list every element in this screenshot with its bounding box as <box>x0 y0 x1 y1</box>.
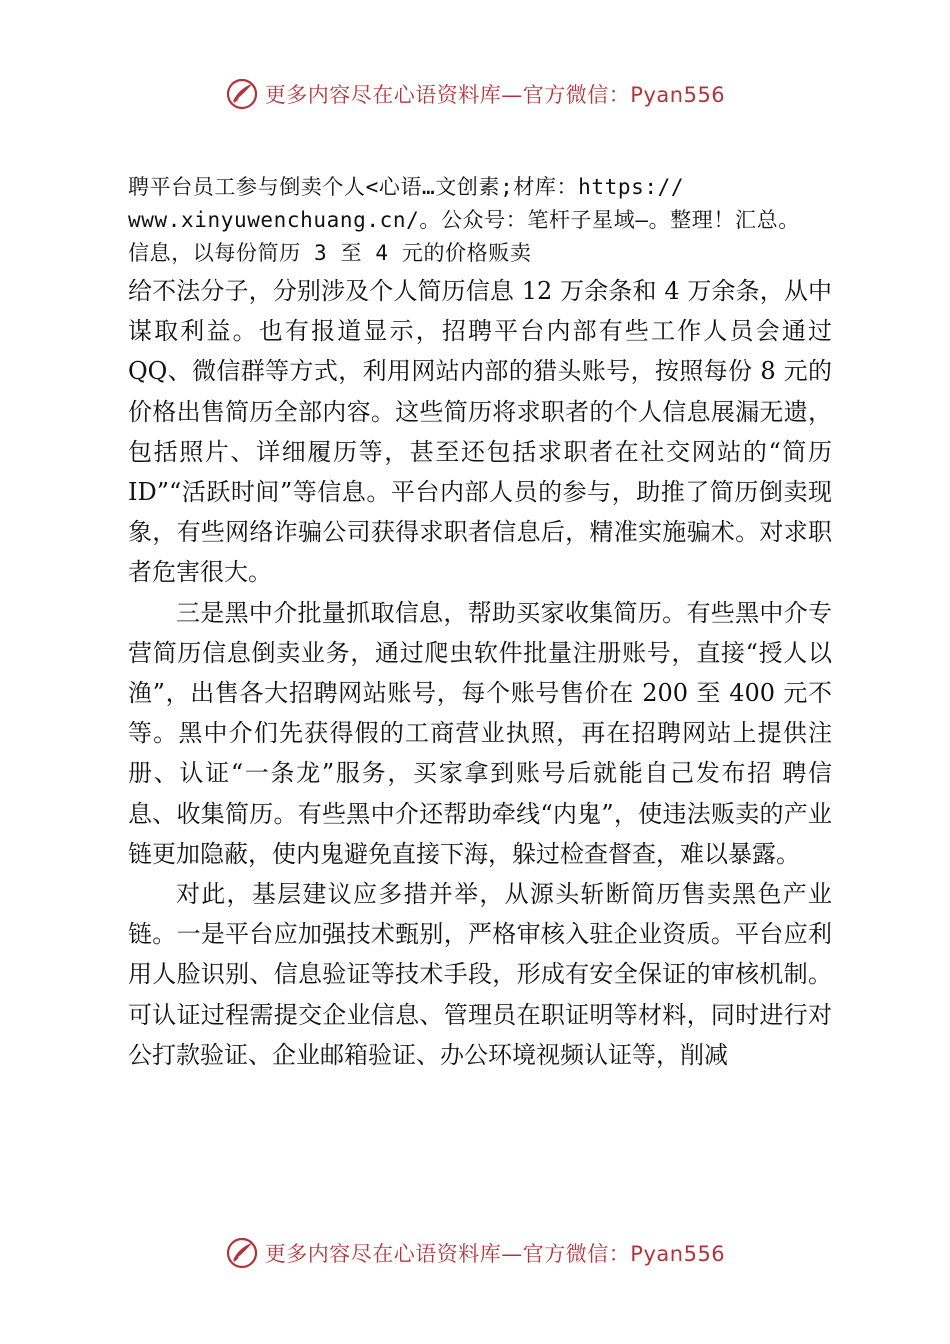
paragraph-3: 对此，基层建议应多措并举，从源头斩断简历售卖黑色产业链。一是平台应加强技术甄别，严格审核入驻企业资质。平台应利用人脸识别、信息验证等技术手段，形成有安全保证的审核机制。可认证过程需提交企业信息、管理员在职证明等材料，同时进行对公打款验证、企业邮箱验证、办公环境视频认证等，削减 <box>128 880 832 1069</box>
header-banner <box>0 72 950 116</box>
pen-circle-icon <box>225 1236 259 1270</box>
header-watermark-text: 更多内容尽在心语资料库—官方微信：Pyan556 <box>264 83 726 107</box>
intro-line-3: 信息，以每份简历 3 至 4 元的价格贩卖 <box>128 241 532 265</box>
footer-watermark-text: 更多内容尽在心语资料库—官方微信：Pyan556 <box>264 1242 726 1266</box>
intro-line-1: 聘平台员工参与倒卖个人<心语…文创素;材库：https:// <box>128 175 685 199</box>
pen-circle-icon <box>225 77 259 111</box>
document-body <box>128 172 832 1075</box>
intro-line-2: www.xinyuwenchuang.cn/。公众号：笔杆子星域—。整理！汇总。 <box>128 208 800 232</box>
footer-banner <box>0 1231 950 1275</box>
paragraph-1: 给不法分子，分别涉及个人简历信息 12 万余条和 4 万余条，从中谋取利益。也有报道显示，招聘平台内部有些工作人员会通过 QQ、微信群等方式，利用网站内部的猎头账号，按照每份 8 元的价格出售简历全部内容。这些简历将求职者的个人信息展漏无遗，包括照片、详细履历等，甚至还包括求职者在社交网站的“简历 ID”“活跃时间”等信息。平台内部人员的参与，助推了简历倒卖现象，有些网络诈骗公司获得求职者信息后，精准实施骗术。对求职者危害很大。 <box>128 277 832 587</box>
paragraph-2: 三是黑中介批量抓取信息，帮助买家收集简历。有些黑中介专营简历信息倒卖业务，通过爬虫软件批量注册账号，直接“授人以渔”，出售各大招聘网站账号，每个账号售价在 200 至 400 元不等。黑中介们先获得假的工商营业执照，再在招聘网站上提供注册、认证“一条龙”服务，买家拿到账号后就能自己发布招 聘信息、收集简历。有些黑中介还帮助牵线“内鬼”，使违法贩卖的产业链更加隐蔽，使内鬼避免直接下海，躲过检查督查，难以暴露。 <box>128 598 832 868</box>
